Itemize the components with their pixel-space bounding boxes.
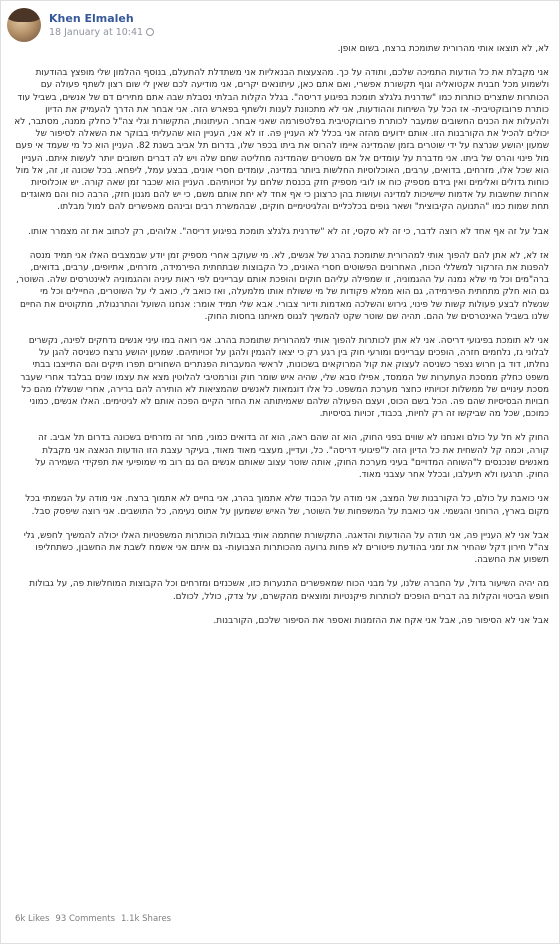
comments-count[interactable]: 93 Comments	[55, 914, 116, 924]
post-meta	[49, 12, 154, 39]
post-paragraph: לא, לא תוצאו אותי מהרורית שתומכת ברצח, בשום אופן.	[337, 44, 549, 54]
post-paragraph: אני מקבלת את כל הודעות התמיכה שלכם, ותודה על כך. מהצעצות הבנאליות אני משתדלת להתעלם, בנוסף ההלמון שלי מופצץ בהודעות ולשמוע מכל חבנית אקטואליה וגוף תקשורת אפשרי, ואם אתם כאן, עיתונאים יקרים, אני מודיעה לכם שאין לי שום רצון לשתף פעולה עם הכותרות שתצרים כותרות כמו "שדרנית גלגלצ תומכת בפיגוע דריסה". בגלל הקלות הבלתי נסבלת שבה אתם מתירים דם של אנשים, בשביל עוד כותרת פרובוקטיבית- אז הכל על השיחות וההודעות, אני לא מתכוונת לענות ולשתף בפארש הזה. אני אבחר את הדרך להעמיק את הדיון ולהעלות את הכנים החשובים שמעבר לכותרת פרובוקטיבית בפלטפורמה שאני אבחר. העיתונות, התקשורת וגלי צה"ל כחלק ממנה, מסתבר, לא יכולים להכיל את הקורבנות הזו. אותם ידועים מהזה אני בכלל לא העניין פה. זו לא אני, העניין הוא שהעליתי בבוקר את השאלה לסיפור של שמעון יהושע שנרצח על ידי שוטרים בזמן שהמדינה איימו להרוס את ביתו בכפר שלו, בדרום תל אביב בשנת 82. העניין הוא כל מי שעמד אי פעם מול פינוי והרס של ביתו. אני מדברת על עומדים אל אם משטרים שהמדינה מחליטה שחם שלה ויש לה דברים חשובים יותר לעשות איתם. העניין הוא שכל אלו, מזרחים, בדואים, ערבים, האוכלוסיות החלשות ביותר במדינה, עומדים חסרי אונים, בבצע עמל, ליפחא. בכל שכונה זו, זה, אל מול כוחות גדולים ואלימים ואין בידם מספיק כוח או לובי מספיק חזק בכנסת שלחם על זכויותיהם. העניין הוא שכבר זמן שאה קורה. יש אוכלוסיות אחרות שחשבות על אדמות שיישיכות למדינה ועושות בהן כרצונן כי אף אחד לא יחת אותם משם, כי יש להם מגנון חזק, הרבה כוח והם מאוגדים תחת שמות כמו "התנועה הקיבוצית" ושאר גופים בכלכליים והלגיטימיים חוקים, שבהמשרת רבים ובינהם מאפשרים להם למול מבלתו.	[14, 68, 549, 213]
post-paragraph: אבל על זה אף אחד לא רוצה לדבר, כי זה לא סקסי, זה לא "שדרנית גלגלצ תומכת בפיגוע דריסה". אלוהים, רק לכתוב את זה מצמרר אותו.	[28, 226, 549, 237]
globe-icon	[146, 28, 154, 36]
post-paragraph: אבל אני לא העניין פה, אני תודה על ההודעות והדאגה. התקשורת שחתמה אותי בגבולות הכותרות המשפטיות האלו יכולה להמשיך לחפש, גלי צה"ל חירון דקל שהחיר את זמני בהודעת פיטורים לא פחות גרועה מהכותרות הצבועות- גם איתם אני אשמח לשבת את החשבון, כשתחליפו תשפוע את החשבה.	[23, 530, 549, 566]
post-timestamp[interactable]	[49, 26, 154, 39]
avatar[interactable]	[7, 8, 41, 42]
post-body	[13, 43, 549, 911]
post-paragraph: מה יהיה השיעור גדול, על החברה שלנו, על מבני הכוח שמאפשרים התנערות כזו, אשכנזים ומזרחים וכל הקבוצות המוחלשות פה, על גבולות חופש הביטוי והקלות בה דברים הופכים לכותרות פיקנטיות ומוצאים מהקשרם, על צדק, כולל, לכולם.	[29, 579, 549, 602]
post-paragraph: החוק לא חל על כולם ואנחנו לא שווים בפני החוק, הוא זה שהם ראה, הוא זה בדואים כמוני, מחר זה מזרחים בשכונה בדרום תל אביב. זה קורה, וכמה קל להשחית את כל הדיון הזה ל"פיגועי דריסה". כל, ועדיין, מעצבי מאוד מאוד, בעיקר עצבת הזו הודעות הנאצה אני מקבלת מאנשים שנכנסים ל"השוחה המדויים" בעיני מערכת החוק, אותה שוטר עצוב שאותם אנשים הם גם רוב מי שמופיעי את תפקידי השמירה על החוק. תרגעו ולא תיעלבו, ובכלל אחר עצבני מאוד.	[35, 433, 549, 481]
post-paragraph: אני לא תומכת בפיגועי דריסה. אני לא אתן לכותרות להפוך אותי למהרורית שתומכת בהרג. אני רואה במו עיני אנשים נדחקים לפינה, נקשרים לבלוני גז, נלחמים חזרה, הופכים עבריינים ומורעי חוק בין רגע רק כי יצאו להגמין ולהגן על זכויותיהם. שמעון יהושע נרצח כשניסה להגן על נחלתו, דוד בן חרוש נצפר כשניסה לעצוק את קול המרוקאים בשכונות, לראשי המעברות הפנתרים השחורים תפרו תיקים והם התייצבו בבתי משפט כחלק ממסכת העתערות של הממסד, אפילו סבא שלי, שהיה איש שומר חוק ונורמטיבי להלוטין מצא את עצמו שנים בבלבד אחרי שעבר מסכת עינויים של ממשלות זכויותיו כחצר מערכת המשפט. כל אלו דוגמאות לאנשים שהמציאות לא הותירה להם ברירה, אחרי שנשללו מהם כל חבויות הבסיסיות שהם פה. הכל בשם הכוס, ועצם הפעולה שלהם שאמיתותה את החזר הקיים הפכה אותם לא לגיטימים. האלו אנשים, כמוני כמוכם, שכל מה שביקשו זה רק לחיות, בכבוד, זכויות בסיסיות.	[20, 336, 549, 420]
post-header	[7, 5, 154, 45]
post-stats	[15, 914, 171, 924]
author-name[interactable]: Khen Elmaleh	[49, 11, 134, 25]
shares-count[interactable]: 1.1k Shares	[121, 914, 172, 924]
post-paragraph: אני כואבת על כולם, כל הקורבנות של המצב, אני מודה על הכבוד שלא אתמוך בהרג, אני בחיים לא אתמוך ברצח. אני מודה על הגשמתי בכל מקום בארץ, הרוחני והגשמי. אני כואבת על המשפחות של השוטר, של האיש ששמעון על אתוס נעימה, כל התושבים. אני רוצה שיפסק סבל.	[25, 494, 549, 517]
post-paragraph: אבל אני לא הסיפור פה, אבל אני אקח את ההזמנות ואספר את הסיפור שלכם, הקורבנות.	[213, 615, 549, 626]
post-paragraph: אז לא, לא אתן להם להפוך אותי למהרורית שתומכת בהרג של אנשים, לא. מי שעוקב אחרי מספיק זמן יודע שבמצבים האלו אני תמיד מנסה להפנות את הזרקור למשללי הכוח, האחרונים הפשוטים חסרי האונים, כל הקבוצות שבתחתית הפירמידה, מזרחים, אתיופים, ערבים, בדואים, ברה"מים וכל מי שלא נמנה על ההגמוניה, זו שמפילה עליהם חוקים והופכת אותם עבריינים לפי ראות עיניה וההגמוניה לאינטרסים שלה. השוטר, גם הוא חלק מתחתית הפירמידה, גם הוא ממלא פקודות של מי ששולח אותו מלמעלה, ואז כואב לי, כואב לי על השוטרים, החיילים וכל מי שנשלח לבצע פעולות קשות של פינוי, גירוש והשלכה מאדמות ודיור צבורי. אבא שלי תמיד אומר: אנחנו השועל והתרנגולת, מתקוטים את החיים שלנו בשביל האינטרסים של ההם. תהיה שם שוטר שקט להמשיך לנגוס מאיתנו בחסות החוק.	[16, 250, 549, 322]
likes-count[interactable]: 6k Likes	[15, 914, 50, 924]
timestamp-text: 18 January at 10:41	[49, 26, 144, 38]
